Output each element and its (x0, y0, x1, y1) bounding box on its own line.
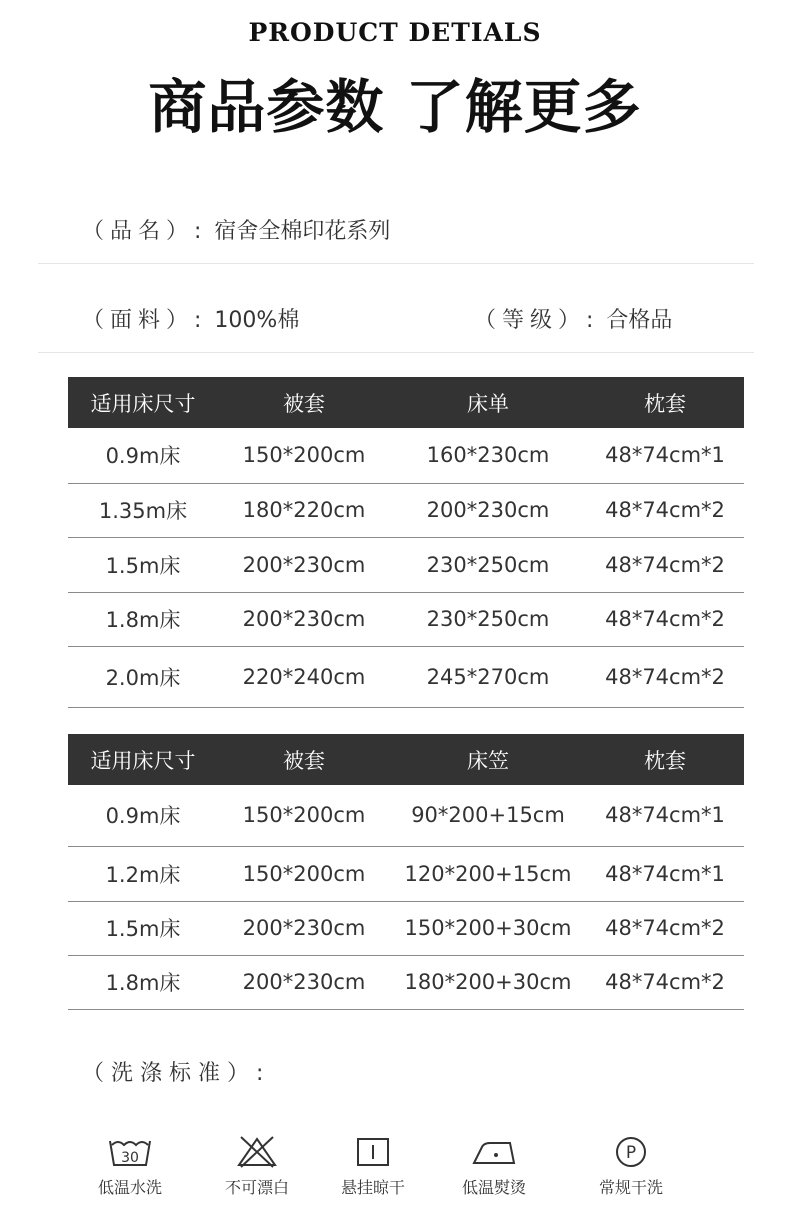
cell-fitted-sheet: 180*200+30cm (390, 955, 586, 1009)
table-row (68, 955, 744, 1009)
table-row (68, 537, 744, 592)
header-duvet-cover: 被套 (218, 734, 390, 785)
dry-clean-symbol: P (625, 1143, 637, 1163)
care-item-no-bleach (202, 1135, 312, 1198)
cell-bed-size: 1.35m床 (68, 483, 218, 537)
cell-flat-sheet: 200*230cm (390, 483, 586, 537)
cell-bed-size: 1.8m床 (68, 955, 218, 1009)
table-row (68, 785, 744, 846)
wash-standard-title: （洗涤标准）: (82, 1061, 271, 1086)
table-row (68, 428, 744, 483)
cell-bed-size: 1.5m床 (68, 537, 218, 592)
info-grade-row (474, 303, 672, 334)
hang-dry-icon (349, 1135, 397, 1169)
header-cn-title: 商品参数 了解更多 (148, 73, 642, 141)
table-row (68, 901, 744, 955)
header-pillowcase: 枕套 (586, 377, 744, 428)
care-label: 低温水洗 (97, 1178, 162, 1197)
header-flat-sheet: 床单 (390, 377, 586, 428)
cell-bed-size: 2.0m床 (68, 646, 218, 707)
cell-duvet-cover: 150*200cm (218, 846, 390, 901)
divider (38, 263, 754, 264)
cell-pillowcase: 48*74cm*2 (586, 901, 744, 955)
fabric-value: 100%棉 (214, 308, 300, 333)
cell-pillowcase: 48*74cm*2 (586, 592, 744, 646)
cell-pillowcase: 48*74cm*2 (586, 955, 744, 1009)
care-label: 低温熨烫 (461, 1178, 526, 1197)
cell-flat-sheet: 245*270cm (390, 646, 586, 707)
cell-duvet-cover: 200*230cm (218, 955, 390, 1009)
name-label: （品名）: (82, 219, 208, 244)
header-bed-size: 适用床尺寸 (68, 734, 218, 785)
size-table-sheet (68, 377, 744, 708)
cell-pillowcase: 48*74cm*1 (586, 846, 744, 901)
cell-pillowcase: 48*74cm*2 (586, 483, 744, 537)
no-bleach-icon (233, 1135, 281, 1169)
header-fitted-sheet: 床笠 (390, 734, 586, 785)
fabric-label: （面料）: (82, 308, 208, 333)
cell-flat-sheet: 230*250cm (390, 592, 586, 646)
grade-label: （等级）: (474, 308, 600, 333)
header-pillowcase: 枕套 (586, 734, 744, 785)
cell-duvet-cover: 200*230cm (218, 537, 390, 592)
grade-value: 合格品 (606, 308, 673, 333)
cell-bed-size: 1.8m床 (68, 592, 218, 646)
info-name-row (82, 214, 390, 245)
table-row (68, 483, 744, 537)
table-row (68, 846, 744, 901)
care-item-low-temp-wash (75, 1135, 185, 1198)
cell-duvet-cover: 200*230cm (218, 592, 390, 646)
cell-fitted-sheet: 90*200+15cm (390, 785, 586, 846)
cell-pillowcase: 48*74cm*2 (586, 646, 744, 707)
table-header-row (68, 734, 744, 785)
wash-temp-label: 30 (121, 1150, 139, 1166)
size-table-fitted (68, 734, 744, 1010)
name-value: 宿舍全棉印花系列 (214, 219, 391, 244)
cell-fitted-sheet: 150*200+30cm (390, 901, 586, 955)
care-item-low-iron (439, 1135, 549, 1198)
care-label: 常规干洗 (598, 1178, 663, 1197)
care-item-hang-dry (318, 1135, 428, 1198)
header-bed-size: 适用床尺寸 (68, 377, 218, 428)
divider (38, 352, 754, 353)
cell-duvet-cover: 200*230cm (218, 901, 390, 955)
cell-duvet-cover: 180*220cm (218, 483, 390, 537)
table-row (68, 646, 744, 707)
care-item-dry-clean (576, 1135, 686, 1198)
cell-bed-size: 1.2m床 (68, 846, 218, 901)
cell-pillowcase: 48*74cm*1 (586, 428, 744, 483)
wash-30-icon (106, 1135, 154, 1169)
cell-bed-size: 1.5m床 (68, 901, 218, 955)
cell-flat-sheet: 230*250cm (390, 537, 586, 592)
cell-pillowcase: 48*74cm*1 (586, 785, 744, 846)
cell-duvet-cover: 150*200cm (218, 428, 390, 483)
cell-fitted-sheet: 120*200+15cm (390, 846, 586, 901)
cell-duvet-cover: 150*200cm (218, 785, 390, 846)
table-row (68, 592, 744, 646)
info-fabric-row (82, 303, 299, 334)
cell-bed-size: 0.9m床 (68, 785, 218, 846)
cell-pillowcase: 48*74cm*2 (586, 537, 744, 592)
cell-flat-sheet: 160*230cm (390, 428, 586, 483)
care-label: 不可漂白 (224, 1178, 289, 1197)
low-iron-icon (470, 1135, 518, 1169)
dry-clean-p-icon (607, 1135, 655, 1169)
care-label: 悬挂晾干 (340, 1178, 405, 1197)
header-duvet-cover: 被套 (218, 377, 390, 428)
table-header-row (68, 377, 744, 428)
header-en-title: PRODUCT DETIALS (248, 18, 542, 47)
cell-duvet-cover: 220*240cm (218, 646, 390, 707)
cell-bed-size: 0.9m床 (68, 428, 218, 483)
